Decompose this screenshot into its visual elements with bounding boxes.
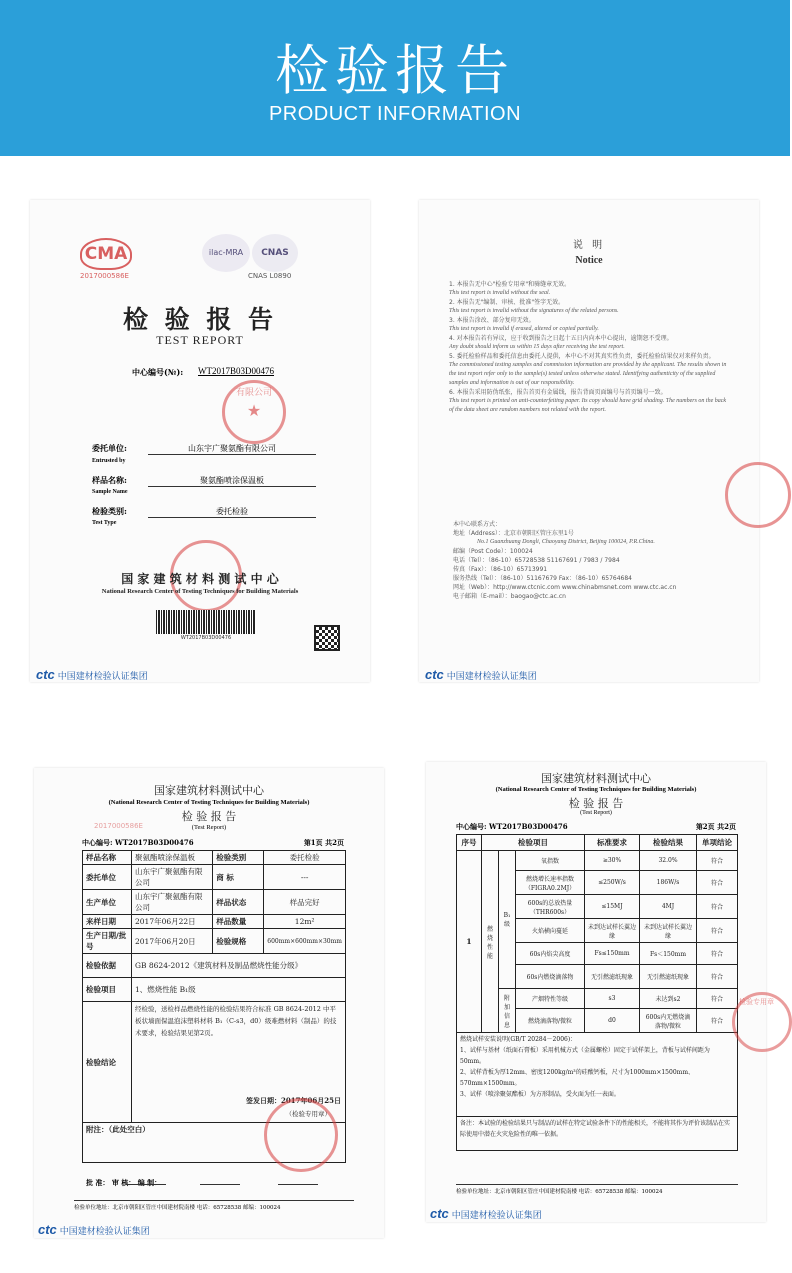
cell-value: 聚氨酯喷涂保温板 xyxy=(132,851,213,865)
notice-item: This test report is invalid without the seal. xyxy=(449,290,551,296)
cell-label: 样品名称 xyxy=(83,851,132,865)
col-header: 检验项目 xyxy=(482,835,585,851)
type-value: 委托检验 xyxy=(148,506,316,518)
cover-title-cn: 检 验 报 告 xyxy=(122,305,278,334)
barcode xyxy=(156,610,256,634)
item-cell: 60s内燃烧滴落物 xyxy=(516,965,585,989)
table-row xyxy=(457,835,738,851)
col-header: 标准要求 xyxy=(585,835,640,851)
result-cell: 未到达试样长翼边缘 xyxy=(640,919,697,943)
testing-center-cn: 国 家 建 筑 材 料 测 试 中 心 xyxy=(121,572,279,586)
report2-title-cn: 检 验 报 告 xyxy=(568,797,624,810)
client-label-en: Entrusted by xyxy=(92,458,126,464)
notice-item: 1. 本报告无中心"检验专用章"和骑缝章无效。 xyxy=(449,281,571,288)
cell-label: 生产日期/批号 xyxy=(83,929,132,954)
row-number: 1 xyxy=(457,851,482,1033)
cell-value: GB 8624-2012《建筑材料及制品燃烧性能分级》 xyxy=(132,954,346,978)
contact-line: 服务热线（Tel）：（86-10）51167679 Fax：（86-10）65764684 xyxy=(453,575,632,582)
table-row xyxy=(457,851,738,871)
requirement-cell: 未到达试样长翼边缘 xyxy=(585,919,640,943)
notice-item: This test report is invalid without the signatures of the related persons. xyxy=(449,308,619,314)
cover-title-en: TEST REPORT xyxy=(156,333,244,347)
cma-number: 2017000586E xyxy=(80,272,129,280)
requirement-cell: ≥30% xyxy=(585,851,640,871)
cell-label: 检验规格 xyxy=(213,929,264,954)
cell-label: 来样日期 xyxy=(83,915,132,929)
report1-title-cn: 检 验 报 告 xyxy=(181,810,237,823)
result-cell: 600s内无燃烧滴落物/微粒 xyxy=(640,1009,697,1033)
cell-label: 检验项目 xyxy=(83,978,132,1002)
result-cell: 未达到s2 xyxy=(640,989,697,1009)
sample-label: 样品名称: xyxy=(92,475,127,485)
cell-value: 1、燃烧性能 B₁级 xyxy=(132,978,346,1002)
notice-item: 4. 对本报告若有异议，应于收到报告之日起十五日内向本中心提出，逾期恕不受理。 xyxy=(449,335,673,342)
signature-3 xyxy=(278,1172,318,1185)
contact-line: 邮编（Post Code）：100024 xyxy=(453,548,533,555)
remark-cell: 备注：本试验的检验结果只与制品的试样在特定试验条件下的性能相关，不能将其作为评价该制品在实际使用中潜在火灾危险性的唯一依据。 xyxy=(457,1117,738,1151)
cell-value: 600mm×600mm×30mm xyxy=(264,929,346,954)
cell-value: 2017年06月22日 xyxy=(132,915,213,929)
signature-1 xyxy=(126,1172,166,1185)
notice-title-en: Notice xyxy=(575,255,603,266)
notice-item: This test report is invalid if erased, altered or copied partially. xyxy=(449,326,599,332)
report2-footer-address: 检验单位地址：北京市朝阳区管庄中国建材院南楼 电话：65728538 邮编：100024 xyxy=(456,1184,738,1195)
report-page-1 xyxy=(34,768,384,1238)
report-cover-page xyxy=(30,200,370,682)
table-row xyxy=(457,989,738,1009)
seal-label: （检验专用章） xyxy=(285,1110,331,1118)
report-page-2 xyxy=(426,762,774,1222)
item-cell: 燃烧滴落物/微粒 xyxy=(516,1009,585,1033)
ctc-logo: ctc 中国建材检验认证集团 xyxy=(430,1206,542,1221)
cell-value: 山东宇广聚氨酯有限公司 xyxy=(132,890,213,915)
conclusion-cell: 符合 xyxy=(697,851,738,871)
cell-value: 委托检验 xyxy=(264,851,346,865)
notice-item: 5. 委托检验样品和委托信息由委托人提供，本中心不对其真实性负责，委托检验结果仅对来样负责。 xyxy=(449,353,715,360)
table-row xyxy=(457,1117,738,1151)
notice-item: Any doubt should inform us within 15 days after receiving the test report. xyxy=(449,344,625,350)
conclusion-cell: 符合 xyxy=(697,943,738,965)
requirement-cell: ≤15MJ xyxy=(585,895,640,919)
contact-line: 本中心联系方式： xyxy=(453,521,502,528)
col-header: 序号 xyxy=(457,835,482,851)
note-line: 2、试样背板为厚12mm、密度1200kg/m³的硅酸钙板，尺寸为1000mm×1500mm、570mm×1500mm。 xyxy=(460,1069,695,1087)
table-row xyxy=(83,890,346,915)
table-row xyxy=(457,1033,738,1117)
sub-label: 附加信息 xyxy=(499,989,516,1033)
sample-label-en: Sample Name xyxy=(92,489,128,495)
col-header: 单项结论 xyxy=(697,835,738,851)
cell-value: 12m² xyxy=(264,915,346,929)
note-line: 1、试样与基材（纸面石膏板）采用机械方式（金属螺栓）固定于试样架上，背板与试样间距为50mm。 xyxy=(460,1047,710,1065)
group-label: 燃烧性能 xyxy=(482,851,499,1033)
result-cell: 无引燃滤纸现象 xyxy=(640,965,697,989)
requirement-cell: d0 xyxy=(585,1009,640,1033)
result-cell: Fs＜150mm xyxy=(640,943,697,965)
sample-value: 聚氨酯喷涂保温板 xyxy=(148,475,316,487)
contact-line: 网址（Web）：http://www.ctcnic.com www.chinabmsnet.com www.ctc.ac.cn xyxy=(453,584,677,591)
contact-line: 传真（Fax）：（86-10）65713991 xyxy=(453,566,548,573)
report1-footer-address: 检验单位地址：北京市朝阳区管庄中国建材院南楼 电话：65728538 邮编：100024 xyxy=(74,1200,354,1211)
notice-item: The commissioned testing samples and commission information are provided by the applicant. The results shown in the test report refer only to the sample(s) tested unless otherwise stated. Identifying authenticity of the supplied samples and information is out of our responsibility. xyxy=(449,362,727,386)
approval-line: 批 准： 审 核： 编 制： xyxy=(86,1178,162,1187)
cell-label: 委托单位 xyxy=(83,865,132,890)
cell-value: 2017年06月20日 xyxy=(132,929,213,954)
requirement-cell: Fs≤150mm xyxy=(585,943,640,965)
item-cell: 火焰横向蔓延 xyxy=(516,919,585,943)
conclusion-cell: 符合 xyxy=(697,919,738,943)
item-cell: 600s的总放热量（THR600s） xyxy=(516,895,585,919)
type-label: 检验类别: xyxy=(92,506,127,516)
requirement-cell: 无引燃滤纸现象 xyxy=(585,965,640,989)
sign-date: 签发日期：2017年06月25日 xyxy=(246,1096,341,1105)
notice-item: 3. 本报告涂改、部分复印无效。 xyxy=(449,317,535,324)
report1-header-en: (National Research Center of Testing Techniques for Building Materials) xyxy=(108,799,310,806)
ctc-logo: ctc 中国建材检验认证集团 xyxy=(425,667,537,682)
col-header: 检验结果 xyxy=(640,835,697,851)
client-value: 山东宇广聚氨酯有限公司 xyxy=(148,443,316,455)
signature-2 xyxy=(200,1172,240,1185)
cell-value: --- xyxy=(264,865,346,890)
item-cell: 产烟特性等级 xyxy=(516,989,585,1009)
cell-label: 检验结论 xyxy=(83,1002,132,1123)
report2-header-cn: 国家建筑材料测试中心 xyxy=(541,772,651,785)
result-cell: 186W/s xyxy=(640,871,697,895)
note-line: 燃烧试样安装说明(GB/T 20284－2006)： xyxy=(460,1036,577,1043)
notice-list xyxy=(449,280,731,415)
cell-value: 样品完好 xyxy=(264,890,346,915)
report2-page-no: 第2页 共2页 xyxy=(695,822,736,831)
report2-header-en: (National Research Center of Testing Techniques for Building Materials) xyxy=(495,786,697,793)
notice-item: 6. 本报告采用防伪纸张，报告首页有金属线，报告背面页面编号与首页编号一致。 xyxy=(449,389,667,396)
conclusion-cell: 符合 xyxy=(697,965,738,989)
report1-page-no: 第1页 共2页 xyxy=(303,838,344,847)
cell-label: 生产单位 xyxy=(83,890,132,915)
banner-subtitle: PRODUCT INFORMATION xyxy=(268,103,522,125)
cell-label: 检验依据 xyxy=(83,954,132,978)
notice-item: 2. 本报告无"编制、审核、批准"签字无效。 xyxy=(449,299,565,306)
notice-item: This test report is printed on anti-counterfeiting paper. Its copy should have grid shading. The numbers on the back of the data sheet are random numbers not related with the report. xyxy=(449,398,727,413)
notes-cell xyxy=(457,1033,738,1117)
result-cell: 4MJ xyxy=(640,895,697,919)
contact-line: No.1 Guanzhuang Dongli, Chaoyang District, Beijing 100024, P.R.China. xyxy=(477,539,655,545)
conclusion-text: 经检验，送检样品燃烧性能的检验结果符合标准 GB 8624-2012 中平板状墙面保温泡沫塑料材料 B₁（C-s3，d0）级难燃材料（制品）的技术要求，检验结果见第2页。 xyxy=(135,1005,337,1037)
notice-title-cn: 说 明 xyxy=(572,240,606,251)
center-no-value: WT2017B03D00476 xyxy=(198,366,274,376)
requirement-cell: ≤250W/s xyxy=(585,871,640,895)
cell-label: 样品数量 xyxy=(213,915,264,929)
company-seal: 有限公司 ★ xyxy=(222,380,286,444)
conclusion-cell: 符合 xyxy=(697,895,738,919)
center-no-label: 中心编号(№): xyxy=(132,367,184,377)
type-label-en: Test Type xyxy=(92,520,117,526)
contact-line: 地址（Address）：北京市朝阳区管庄东里1号 xyxy=(453,530,574,537)
qr-code xyxy=(314,625,340,651)
edge-seal xyxy=(725,462,791,528)
requirement-cell: s3 xyxy=(585,989,640,1009)
cell-label: 样品状态 xyxy=(213,890,264,915)
table-row xyxy=(83,954,346,978)
cell-label: 检验类别 xyxy=(213,851,264,865)
contact-line: 电子邮箱（E-mail）：baogao@ctc.ac.cn xyxy=(453,593,566,600)
cma-logo: CMA xyxy=(80,238,132,270)
barcode-number: WT2017B03D00476 xyxy=(180,635,232,641)
cnas-number: CNAS L0890 xyxy=(248,272,292,280)
ctc-logo: ctc 中国建材检验认证集团 xyxy=(36,667,148,682)
testing-center-en: National Research Center of Testing Techniques for Building Materials xyxy=(101,588,299,595)
cell-value: 山东宇广聚氨酯有限公司 xyxy=(132,865,213,890)
contact-info xyxy=(453,520,743,601)
report2-table xyxy=(456,834,738,1151)
report1-title-en: (Test Report) xyxy=(191,824,227,831)
report1-header-cn: 国家建筑材料测试中心 xyxy=(154,784,264,797)
note-line: 3、试样（喷涂聚氨酯板）为方形制品，受火面为任一表面。 xyxy=(460,1091,620,1098)
conclusion-cell: 符合 xyxy=(697,1009,738,1033)
table-row xyxy=(83,865,346,890)
note-cell: 附注：（此处空白） xyxy=(83,1123,346,1163)
table-row xyxy=(83,978,346,1002)
cell-label: 商 标 xyxy=(213,865,264,890)
item-cell: 燃烧增长速率指数（FIGRA0.2MJ） xyxy=(516,871,585,895)
report1-center-no: 中心编号: WT2017B03D00476 xyxy=(82,838,194,847)
banner-title: 检验报告 xyxy=(275,39,515,102)
report1-cma-number: 2017000586E xyxy=(94,822,143,830)
table-row xyxy=(83,929,346,954)
cnas-logo: CNAS xyxy=(252,234,298,272)
report2-seal: 检验专用章 xyxy=(732,992,792,1052)
table-row xyxy=(83,851,346,865)
table-row xyxy=(83,915,346,929)
report-notice-page xyxy=(419,200,759,682)
header-banner xyxy=(0,0,790,156)
sub-label: B₁级 xyxy=(499,851,516,989)
contact-line: 电话（Tel）：（86-10）65728538 51167691 / 7983 / 7984 xyxy=(453,557,620,564)
client-label: 委托单位: xyxy=(92,443,127,453)
item-cell: 氧指数 xyxy=(516,851,585,871)
conclusion-cell: 符合 xyxy=(697,989,738,1009)
item-cell: 60s内焰尖高度 xyxy=(516,943,585,965)
report1-seal xyxy=(264,1098,338,1172)
report2-center-no: 中心编号: WT2017B03D00476 xyxy=(456,822,568,831)
conclusion-cell: 符合 xyxy=(697,871,738,895)
report2-title-en: (Test Report) xyxy=(580,810,612,816)
result-cell: 32.0% xyxy=(640,851,697,871)
ctc-logo: ctc 中国建材检验认证集团 xyxy=(38,1222,150,1237)
ilac-logo: ilac-MRA xyxy=(202,234,250,272)
